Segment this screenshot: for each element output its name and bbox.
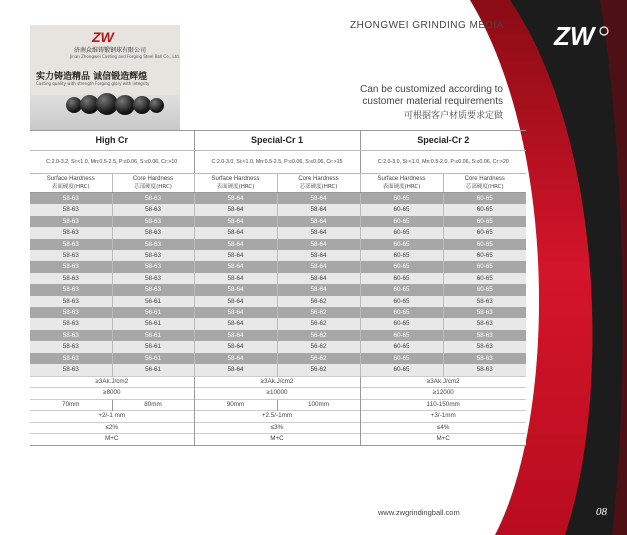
header-en: Core Hardness xyxy=(298,176,339,182)
surface-hardness-cell: 58-63 xyxy=(30,318,112,329)
tolerance-value: +2/-1 mm xyxy=(30,411,194,423)
surface-hardness-cell: 60-65 xyxy=(360,239,443,250)
logo-circle-icon xyxy=(600,27,608,35)
surface-hardness-cell: 58-63 xyxy=(30,204,112,215)
surface-hardness-cell: 58-63 xyxy=(30,216,112,227)
core-hardness-cell: 58-63 xyxy=(443,296,526,307)
website-url: www.zwgrindingball.com xyxy=(378,508,460,517)
hardness-row xyxy=(30,204,526,215)
hardness-row xyxy=(30,273,526,284)
hardness-row xyxy=(30,353,526,364)
core-hardness-cell: 58-63 xyxy=(112,204,194,215)
core-hardness-cell: 58-63 xyxy=(443,307,526,318)
surface-hardness-cell: 58-63 xyxy=(30,307,112,318)
hardness-header-row xyxy=(30,174,526,193)
surface-hardness-cell: 60-65 xyxy=(360,250,443,261)
factory-photo xyxy=(30,25,180,130)
surface-hardness-cell: 58-64 xyxy=(194,296,277,307)
product-name: Special-Cr 2 xyxy=(360,131,526,151)
size-value: 100mm xyxy=(277,399,360,411)
core-hardness-cell: 58-63 xyxy=(443,341,526,352)
cycles-value: ≥10000 xyxy=(194,388,360,400)
surface-hardness-header xyxy=(194,174,277,193)
size-value: 70mm xyxy=(30,399,112,411)
hardness-row xyxy=(30,261,526,272)
slogan-line-2: customer material requirements xyxy=(362,96,503,107)
surface-hardness-cell: 58-64 xyxy=(194,341,277,352)
core-hardness-cell: 58-64 xyxy=(277,273,360,284)
composition-row xyxy=(30,151,526,174)
hardness-row xyxy=(30,341,526,352)
core-hardness-cell: 60-65 xyxy=(443,204,526,215)
composition: C:2.0-3.0, Si:<1.0, Mn:0.5-2.0, P:≤0.06, S:≤0.06, Cr:>20 xyxy=(360,151,526,174)
core-hardness-cell: 58-63 xyxy=(112,216,194,227)
photo-company-cn: 济南众维铸锻钢球有限公司 xyxy=(74,47,147,54)
surface-hardness-cell: 58-63 xyxy=(30,296,112,307)
surface-hardness-cell: 60-65 xyxy=(360,261,443,272)
core-hardness-cell: 56-62 xyxy=(277,296,360,307)
surface-hardness-cell: 58-63 xyxy=(30,364,112,376)
hardness-row xyxy=(30,193,526,205)
surface-hardness-header xyxy=(30,174,112,193)
structure-value: M+C xyxy=(194,434,360,446)
header-en: Core Hardness xyxy=(464,176,505,182)
surface-hardness-cell: 58-63 xyxy=(30,341,112,352)
surface-hardness-cell: 60-65 xyxy=(360,227,443,238)
tolerance-value: +3/-1mm xyxy=(360,411,526,423)
core-hardness-cell: 60-65 xyxy=(443,227,526,238)
surface-hardness-cell: 58-63 xyxy=(30,227,112,238)
core-hardness-cell: 58-63 xyxy=(112,250,194,261)
core-hardness-cell: 56-61 xyxy=(112,296,194,307)
core-hardness-cell: 58-63 xyxy=(443,364,526,376)
hardness-row xyxy=(30,216,526,227)
surface-hardness-cell: 58-64 xyxy=(194,284,277,295)
core-hardness-cell: 58-63 xyxy=(443,353,526,364)
surface-hardness-cell: 60-65 xyxy=(360,193,443,205)
hardness-row xyxy=(30,284,526,295)
surface-hardness-cell: 58-64 xyxy=(194,193,277,205)
photo-slogan-cn: 实力铸造精品 诚信锻造辉煌 xyxy=(36,72,148,82)
structure-row xyxy=(30,434,526,446)
photo-slogan-en: Casting quality with strength Forging glory with integrity xyxy=(36,81,150,86)
surface-hardness-cell: 60-65 xyxy=(360,341,443,352)
core-hardness-cell: 60-65 xyxy=(443,193,526,205)
surface-hardness-cell: 60-65 xyxy=(360,284,443,295)
header-cn: 芯部硬度(HRC) xyxy=(465,184,504,190)
core-hardness-cell: 56-61 xyxy=(112,364,194,376)
header-cn: 芯部硬度(HRC) xyxy=(299,184,338,190)
surface-hardness-cell: 58-64 xyxy=(194,273,277,284)
core-hardness-cell: 60-65 xyxy=(443,273,526,284)
surface-hardness-cell: 60-65 xyxy=(360,204,443,215)
header-en: Surface Hardness xyxy=(211,176,260,182)
surface-hardness-cell: 58-64 xyxy=(194,261,277,272)
product-title-row xyxy=(30,131,526,151)
core-hardness-cell: 56-61 xyxy=(112,307,194,318)
cycles-row xyxy=(30,388,526,400)
core-hardness-cell: 56-61 xyxy=(112,318,194,329)
photo-company-en: Jinan Zhongwei Casting and Forging Steel Ball Co., Ltd. xyxy=(70,54,180,59)
core-hardness-cell: 58-64 xyxy=(277,227,360,238)
surface-hardness-cell: 58-64 xyxy=(194,307,277,318)
core-hardness-cell: 58-63 xyxy=(112,273,194,284)
hardness-row xyxy=(30,250,526,261)
ratio-row xyxy=(30,422,526,434)
header-cn: 表面硬度(HRC) xyxy=(382,184,421,190)
surface-hardness-header xyxy=(360,174,443,193)
photo-logo: ZW xyxy=(92,29,114,45)
core-hardness-cell: 56-62 xyxy=(277,318,360,329)
hardness-row xyxy=(30,296,526,307)
core-hardness-header xyxy=(112,174,194,193)
core-hardness-cell: 58-64 xyxy=(277,284,360,295)
zw-logo-text: ZW xyxy=(554,22,595,50)
impact-value: ≥3Ak.J/cm2 xyxy=(30,376,194,388)
core-hardness-cell: 56-62 xyxy=(277,341,360,352)
core-hardness-cell: 58-64 xyxy=(277,204,360,215)
header-en: Surface Hardness xyxy=(377,176,426,182)
core-hardness-cell: 56-62 xyxy=(277,330,360,341)
header-en: Surface Hardness xyxy=(46,176,95,182)
impact-value: ≥3Ak.J/cm2 xyxy=(360,376,526,388)
core-hardness-header xyxy=(443,174,526,193)
cycles-value: ≥8000 xyxy=(30,388,194,400)
core-hardness-cell: 58-64 xyxy=(277,239,360,250)
core-hardness-cell: 58-63 xyxy=(443,330,526,341)
core-hardness-cell: 56-61 xyxy=(112,330,194,341)
product-name: Special-Cr 1 xyxy=(194,131,360,151)
surface-hardness-cell: 58-64 xyxy=(194,364,277,376)
core-hardness-header xyxy=(277,174,360,193)
hardness-row xyxy=(30,239,526,250)
header-en: Core Hardness xyxy=(132,176,174,182)
core-hardness-cell: 58-64 xyxy=(277,261,360,272)
surface-hardness-cell: 58-63 xyxy=(30,193,112,205)
page-number: 08 xyxy=(596,506,607,518)
hardness-row xyxy=(30,227,526,238)
core-hardness-cell: 58-63 xyxy=(112,193,194,205)
composition: C:2.0-3.0, Si:<1.0, Mn:0.5-2.5, P:≤0.06, S:≤0.06, Cr:>15 xyxy=(194,151,360,174)
surface-hardness-cell: 58-64 xyxy=(194,353,277,364)
core-hardness-cell: 58-63 xyxy=(443,318,526,329)
core-hardness-cell: 58-64 xyxy=(277,193,360,205)
surface-hardness-cell: 60-65 xyxy=(360,353,443,364)
surface-hardness-cell: 58-63 xyxy=(30,261,112,272)
slogan-line-1: Can be customized according to xyxy=(360,84,503,95)
hardness-row xyxy=(30,330,526,341)
surface-hardness-cell: 58-63 xyxy=(30,250,112,261)
core-hardness-cell: 60-65 xyxy=(443,284,526,295)
core-hardness-cell: 58-63 xyxy=(112,239,194,250)
surface-hardness-cell: 58-63 xyxy=(30,284,112,295)
core-hardness-cell: 60-65 xyxy=(443,239,526,250)
core-hardness-cell: 58-63 xyxy=(112,284,194,295)
size-value: 90mm xyxy=(194,399,277,411)
surface-hardness-cell: 58-64 xyxy=(194,204,277,215)
core-hardness-cell: 56-62 xyxy=(277,364,360,376)
surface-hardness-cell: 60-65 xyxy=(360,296,443,307)
steel-ball xyxy=(149,98,164,113)
surface-hardness-cell: 58-64 xyxy=(194,239,277,250)
structure-value: M+C xyxy=(360,434,526,446)
steel-ball xyxy=(115,95,135,115)
surface-hardness-cell: 58-63 xyxy=(30,330,112,341)
product-name: High Cr xyxy=(30,131,194,151)
header-cn: 表面硬度(HRC) xyxy=(51,184,90,190)
surface-hardness-cell: 58-64 xyxy=(194,227,277,238)
cycles-value: ≥12000 xyxy=(360,388,526,400)
surface-hardness-cell: 60-65 xyxy=(360,330,443,341)
header-cn: 芯部硬度(HRC) xyxy=(134,184,172,190)
structure-value: M+C xyxy=(30,434,194,446)
core-hardness-cell: 56-61 xyxy=(112,341,194,352)
core-hardness-cell: 58-64 xyxy=(277,216,360,227)
slogan-cn: 可根据客户材质要求定做 xyxy=(403,111,503,121)
tolerance-row xyxy=(30,411,526,423)
size-value: 110-150mm xyxy=(360,399,526,411)
impact-value: ≥3Ak.J/cm2 xyxy=(194,376,360,388)
ratio-value: ≤4% xyxy=(360,422,526,434)
core-hardness-cell: 60-65 xyxy=(443,250,526,261)
ratio-value: ≤3% xyxy=(194,422,360,434)
surface-hardness-cell: 58-64 xyxy=(194,330,277,341)
tolerance-value: +2.5/-1mm xyxy=(194,411,360,423)
size-row xyxy=(30,399,526,411)
surface-hardness-cell: 58-64 xyxy=(194,250,277,261)
surface-hardness-cell: 60-65 xyxy=(360,364,443,376)
surface-hardness-cell: 58-63 xyxy=(30,273,112,284)
size-value: 80mm xyxy=(112,399,194,411)
surface-hardness-cell: 58-63 xyxy=(30,239,112,250)
surface-hardness-cell: 60-65 xyxy=(360,216,443,227)
surface-hardness-cell: 58-64 xyxy=(194,318,277,329)
surface-hardness-cell: 58-64 xyxy=(194,216,277,227)
surface-hardness-cell: 58-63 xyxy=(30,353,112,364)
header-cn: 表面硬度(HRC) xyxy=(216,184,255,190)
ratio-value: ≤2% xyxy=(30,422,194,434)
core-hardness-cell: 56-62 xyxy=(277,353,360,364)
hardness-row xyxy=(30,364,526,376)
core-hardness-cell: 60-65 xyxy=(443,216,526,227)
brand-title: ZHONGWEI GRINDING MEDIA xyxy=(350,20,504,31)
surface-hardness-cell: 60-65 xyxy=(360,318,443,329)
hardness-row xyxy=(30,307,526,318)
core-hardness-cell: 60-65 xyxy=(443,261,526,272)
impact-row xyxy=(30,376,526,388)
core-hardness-cell: 58-64 xyxy=(277,250,360,261)
surface-hardness-cell: 60-65 xyxy=(360,307,443,318)
core-hardness-cell: 58-63 xyxy=(112,227,194,238)
hardness-row xyxy=(30,318,526,329)
composition: C:2.0-3.2, Si:<1.0, Mn:0.5-2.5, P:≤0.06, S:≤0.06, Cr:>10 xyxy=(30,151,194,174)
core-hardness-cell: 58-63 xyxy=(112,261,194,272)
zw-logo xyxy=(552,22,610,50)
surface-hardness-cell: 60-65 xyxy=(360,273,443,284)
core-hardness-cell: 56-61 xyxy=(112,353,194,364)
spec-table xyxy=(30,130,526,446)
core-hardness-cell: 56-62 xyxy=(277,307,360,318)
